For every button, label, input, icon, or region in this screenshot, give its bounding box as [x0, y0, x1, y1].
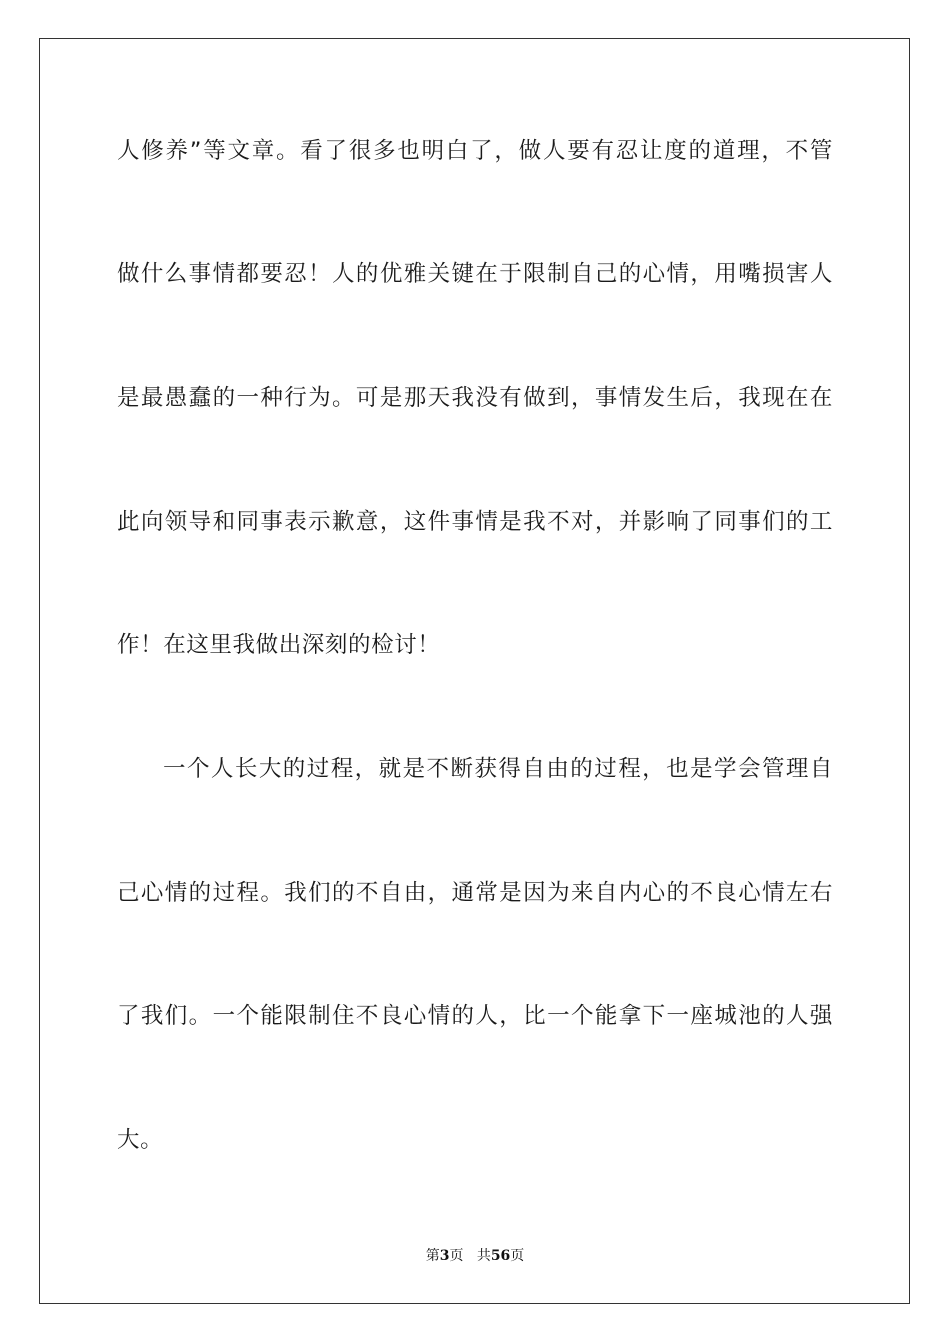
total-prefix: 共 [476, 1248, 491, 1264]
page-number: 3 [439, 1248, 450, 1264]
text-line: 大。 [117, 1127, 164, 1153]
total-suffix: 页 [510, 1248, 525, 1264]
text-line: 是最愚蠢的一种行为。可是那天我没有做到，事情发生后，我现在在 [117, 385, 833, 411]
total-pages: 56 [490, 1248, 511, 1264]
text-line: 做什么事情都要忍！人的优雅关键在于限制自己的心情，用嘴损害人 [117, 261, 833, 287]
page-prefix: 第 [425, 1248, 440, 1264]
text-line: 作！在这里我做出深刻的检讨！ [117, 632, 441, 658]
text-line: 此向领导和同事表示歉意，这件事情是我不对，并影响了同事们的工 [117, 509, 833, 535]
page-footer [0, 1246, 950, 1266]
paragraph-first-line: 一个人长大的过程，就是不断获得自由的过程，也是学会管理自 [163, 756, 833, 782]
page-suffix: 页 [449, 1248, 464, 1264]
text-line: 人修养”等文章。看了很多也明白了，做人要有忍让度的道理，不管 [117, 138, 833, 164]
text-line: 己心情的过程。我们的不自由，通常是因为来自内心的不良心情左右 [117, 880, 833, 906]
text-line: 了我们。一个能限制住不良心情的人，比一个能拿下一座城池的人强 [117, 1003, 833, 1029]
page-border [39, 38, 910, 1304]
